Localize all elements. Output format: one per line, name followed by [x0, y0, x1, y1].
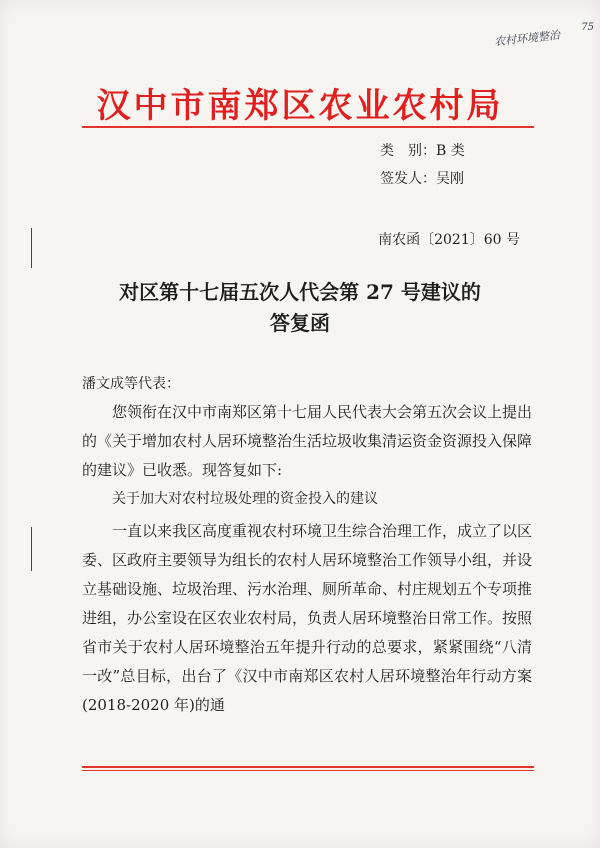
handwritten-page-number: 75: [581, 22, 594, 33]
document-number: 南农函〔2021〕60 号: [378, 232, 520, 248]
document-title: [0, 277, 600, 339]
document-title-line-2: 答复函: [270, 311, 330, 335]
document-signer: 签发人：吴刚: [380, 171, 464, 187]
document-category: 类 别：B 类: [380, 143, 465, 159]
red-divider-top: [82, 126, 534, 128]
salutation: 潘文成等代表：: [82, 376, 180, 392]
binding-mark-top: [31, 228, 32, 268]
red-divider-bottom: [82, 766, 534, 768]
organization-title: 汉中市南郑区农业农村局: [96, 86, 504, 126]
binding-mark-bottom: [31, 527, 32, 571]
body-paragraph-2: 一直以来我区高度重视农村环境卫生综合治理工作，成立了以区委、区政府主要领导为组长的农村人居环境整治工作领导小组，并设立基础设施、垃圾治理、污水治理、厕所革命、村庄规划五个专项推进组，办公室设在区农业农村局，负责人居环境整治日常工作。按照省市关于农村人居环境整治五年提升行动的总要求，紧紧围绕“八清一改”总目标，出台了《汉中市南郑区农村人居环境整治年行动方案(2018-2020 年)的通: [82, 522, 533, 714]
handwritten-note: 农村环境整治: [493, 28, 561, 49]
section-subheading: 关于加大对农村垃圾处理的资金投入的建议: [112, 491, 378, 507]
document-body: [82, 398, 532, 720]
red-divider-bottom-thin: [82, 770, 534, 771]
document-title-line-1: 对区第十七届五次人代会第 27 号建议的: [119, 280, 481, 304]
body-paragraph-1: 您领衔在汉中市南郑区第十七届人民代表大会第五次会议上提出的《关于增加农村人居环境整治生活垃圾收集清运资金资源投入保障的建议》已收悉。现答复如下:: [82, 403, 533, 479]
